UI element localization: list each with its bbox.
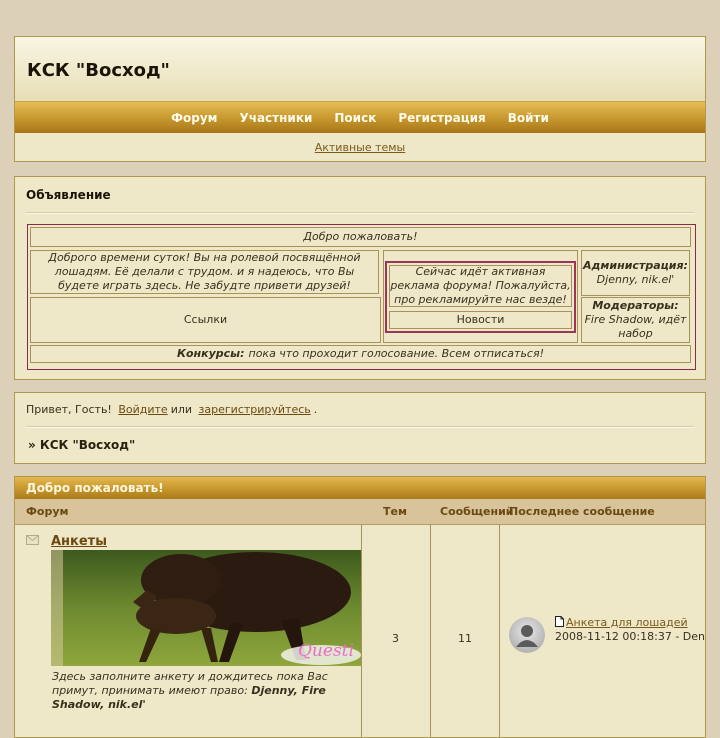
forum-banner-image bbox=[51, 550, 361, 666]
greeting-dot: . bbox=[313, 403, 318, 416]
breadcrumb: » КСК "Восход" bbox=[28, 438, 136, 452]
intro-cell bbox=[30, 250, 379, 294]
ads-text: Сейчас идёт активная реклама форума! Пожалуйста, про рекламируйте нас везде! bbox=[390, 265, 571, 306]
last-post-link[interactable]: Анкета для лошадей bbox=[566, 616, 688, 629]
mods-label: Модераторы: bbox=[592, 299, 679, 312]
header-banner bbox=[15, 37, 705, 101]
sub-nav bbox=[15, 133, 705, 161]
welcome-text: Добро пожаловать! bbox=[303, 230, 418, 243]
contests-cell bbox=[30, 345, 691, 363]
topics-count: 3 bbox=[392, 632, 399, 645]
posts-count: 11 bbox=[458, 632, 472, 645]
greeting-panel bbox=[14, 392, 706, 464]
forum-section bbox=[14, 476, 706, 738]
forum-status-icon bbox=[26, 535, 39, 545]
divider bbox=[361, 524, 362, 738]
nav-register[interactable]: Регистрация bbox=[398, 110, 486, 125]
col-posts: Сообщений bbox=[440, 505, 514, 518]
announcement-panel bbox=[14, 176, 706, 380]
image-caption: Questi bbox=[298, 641, 354, 661]
divider bbox=[499, 524, 500, 738]
login-link[interactable]: Войдите bbox=[118, 403, 168, 416]
forum-section-title: Добро пожаловать! bbox=[15, 477, 705, 499]
divider bbox=[430, 524, 431, 738]
admins-label: Администрация: bbox=[583, 259, 688, 272]
ads-box bbox=[385, 261, 576, 333]
main-nav bbox=[15, 101, 705, 133]
greeting-line bbox=[26, 403, 317, 416]
nav-members[interactable]: Участники bbox=[239, 110, 313, 125]
forum-description-text: Здесь заполните анкету и дождитесь пока Вас примут, принимать имеют право: bbox=[52, 670, 328, 697]
welcome-cell bbox=[30, 227, 691, 247]
horse-photo bbox=[51, 550, 361, 666]
register-link[interactable]: зарегистрируйтесь bbox=[198, 403, 311, 416]
links-label[interactable]: Ссылки bbox=[183, 313, 228, 326]
forum-description bbox=[52, 670, 342, 712]
intro-text: Доброго времени суток! Вы на ролевой посвящённой лошадям. Её делали с трудом. и я надеюсь, что Вы будете играть здесь. Не забудте привети друзей! bbox=[48, 251, 361, 292]
mods-value: Fire Shadow, идёт набор bbox=[584, 313, 687, 340]
greeting-hello: Привет, Гость! bbox=[26, 403, 112, 416]
nav-login[interactable]: Войти bbox=[507, 110, 549, 125]
site-header bbox=[14, 36, 706, 162]
last-post-meta: 2008-11-12 00:18:37 - Den bbox=[555, 630, 705, 643]
contests-label: Конкурсы: bbox=[176, 347, 245, 360]
last-post-info bbox=[555, 616, 705, 644]
news-cell bbox=[389, 311, 572, 329]
nav-forum[interactable]: Форум bbox=[171, 110, 218, 125]
divider bbox=[26, 426, 694, 428]
col-last-post: Последнее сообщение bbox=[509, 505, 655, 518]
news-label[interactable]: Новости bbox=[456, 313, 505, 326]
site-title: КСК "Восход" bbox=[27, 60, 170, 81]
forum-description-moderators: Djenny, Fire Shadow, nik.el' bbox=[52, 684, 326, 711]
user-silhouette-icon bbox=[509, 617, 545, 653]
col-topics: Тем bbox=[383, 505, 407, 518]
forum-link-ankety[interactable]: Анкеты bbox=[51, 534, 107, 549]
nav-search[interactable]: Поиск bbox=[334, 110, 377, 125]
divider bbox=[26, 212, 694, 214]
avatar bbox=[509, 617, 545, 653]
col-forum: Форум bbox=[26, 505, 69, 518]
admins-cell bbox=[581, 250, 690, 296]
mods-cell bbox=[581, 297, 690, 343]
greeting-or: или bbox=[170, 403, 193, 416]
contests-value: пока что проходит голосование. Всем отписаться! bbox=[248, 347, 545, 360]
forum-column-headers bbox=[15, 499, 705, 525]
announcement-table bbox=[27, 224, 696, 370]
admins-value: Djenny, nik.el' bbox=[596, 273, 675, 286]
ads-cell bbox=[389, 265, 572, 307]
document-icon bbox=[555, 616, 564, 627]
links-cell bbox=[30, 297, 381, 343]
active-topics-link[interactable]: Активные темы bbox=[314, 140, 406, 154]
announcement-title: Объявление bbox=[26, 188, 111, 202]
